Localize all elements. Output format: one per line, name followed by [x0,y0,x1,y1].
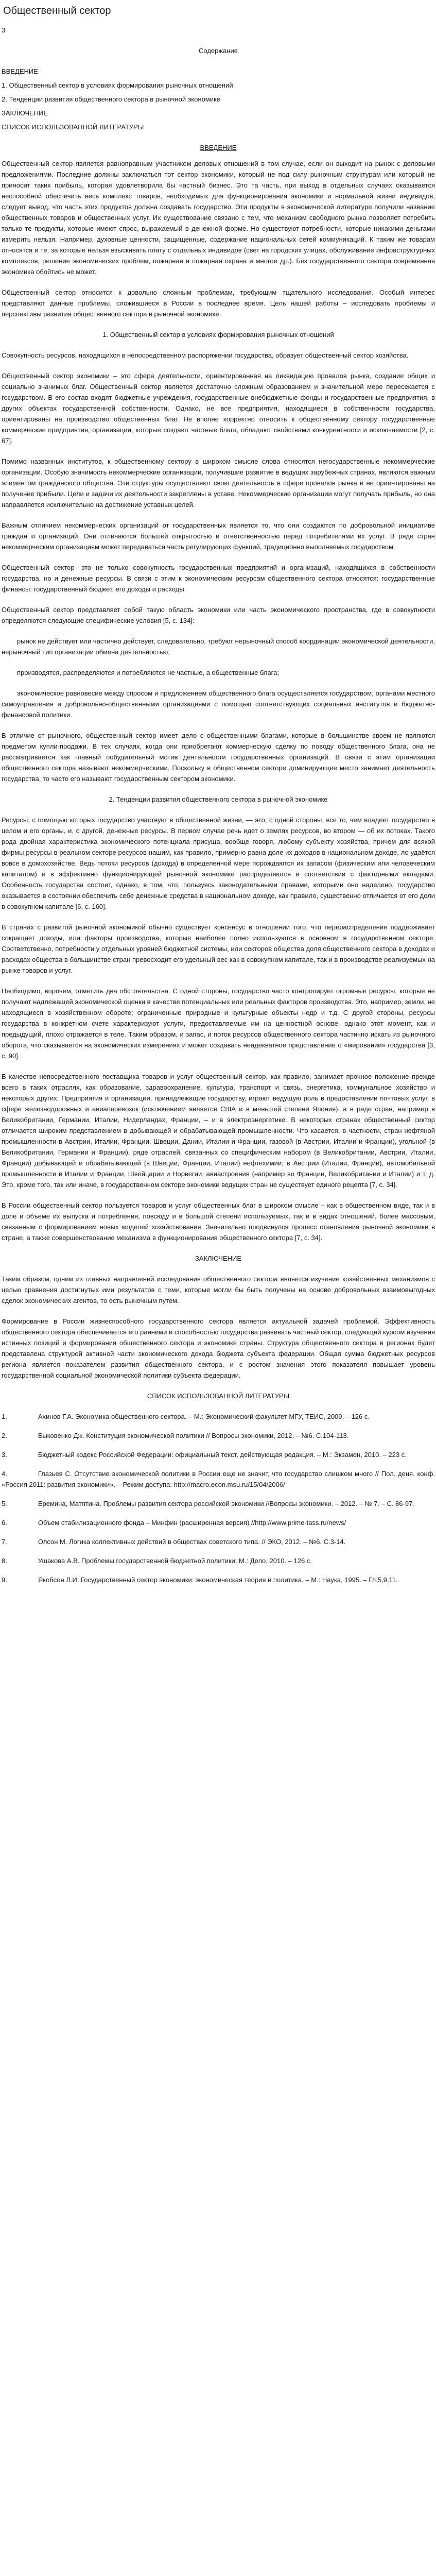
conclusion-paragraph: Формирование в России жизнеспособного государственного сектора является актуальной задачей проблемой. Эффективность общественного сектора обеспечивается его ранними и способностью государства развивать частный сектор, следующий курсом изучения истинных позиций и формирования общественного сектора и экономике страны. Структура общественного сектора в регионах будет представлена структурой активной части экономического дохода бюджета субъекта федерации. Общая сумма бюджетных ресурсов региона является показателем развития общественного сектора, и с ростом значения этого показателя повышает уровень государственной социальной экономической политики субъекта федерации. [2,1317,435,1379]
section1-paragraph: Общественный сектор представляет собой такую область экономики или часть экономического пространства, где в совокупности определяются следующие специфические условия [5, с. 134]: [2,606,435,624]
reference-number: 6. [2,1519,7,1527]
reference-item [2,1468,435,1490]
section2-paragraph: В странах с развитой рыночной экономикой обычно существует консенсус в отношении того, что перераспределение поддерживает сокращает доходы, или факторы производства, которые наиболее полно используются в основном в государственном секторе. Соответственно, потребности у отдельных уровней бюджетной системы, или секторов общества доля общественного сектора в доходах и расходах общества в большинстве стран превосходит его удельный вес как в совокупном капитале, так и в производстве реализуемых на рынке товаров и услуг. [2,923,435,974]
reference-number: 5. [2,1500,7,1507]
section1-paragraph: Общественный сектор экономики – это сфера деятельности, ориентированная на ликвидацию провалов рынка, создание общих и социально значимых благ. Общественный сектор является достаточно сложным образованием и значительной мере пересекается с государством. В его состав входят бюджетные учреждения, государственные внебюджетные фонды и государственные предприятия, в других объектах государственной собственности. Однако, не все предприятия, находящиеся в собственности государства, ориентированы на производство общественных благ. Не вполне корректно относить к общественному сектору государственные коммерческие предприятия, организации, которые создают частные блага, обладают свойствами конкурентности и исключаемости [2, с. 67]. [2,372,435,445]
reference-number: 3. [2,1451,7,1459]
reference-number: 4. [2,1470,7,1478]
reference-number: 7. [2,1538,7,1546]
section1-paragraph: Совокупность ресурсов, находящихся в непосредственном распоряжении государства, образует общественный сектор хозяйства. [2,351,409,359]
reference-text: Объем стабилизационного фонда – Минфин (расширенная версия) //http://www.prime-tass.ru/news/ [38,1519,346,1527]
reference-item [2,1411,435,1422]
section1-paragraph: Важным отличием некоммерческих организаций от государственных является то, что они создаются по добровольной инициативе граждан и организаций. Они отличаются большей открытостью и ответственностью перед потребителями их услуг. В ряде стран некоммерческим организациям может передаваться часть регулирующих функций, традиционно выполняемых государством. [2,521,435,551]
reference-item [2,1555,435,1566]
reference-number: 1. [2,1413,7,1420]
intro-paragraph: Общественный сектор относится к довольно сложным проблемам, требующим тщательного исследования. Особый интерес представляют данные проблемы, сложившиеся в России в последнее время. Цель нашей работы – исследовать проблемы и перспективы развития общественного сектора в рыночной экономике. [2,289,435,318]
reference-number: 9. [2,1576,7,1584]
section1-heading: 1. Общественный сектор в условиях формирования рыночных отношений [102,331,334,338]
references-heading: СПИСОК ИСПОЛЬЗОВАННОЙ ЛИТЕРАТУРЫ [147,1392,290,1400]
reference-item [2,1517,435,1528]
page-number: 3 [2,26,6,34]
section2-heading: 2. Тенденции развития общественного сектора в рыночной экономике [109,795,328,803]
section1-paragraph: Помимо названных институтов, к общественному сектору в широком смысле слова относятся негосударственные некоммерческие организации. Особую значимость некоммерческие организации, получившие развитие в ведущих зарубежных странах, являются важным элементом гражданского общества. Эти структуры осуществляют свою деятельность в сфере провалов рынка и не ориентированы на получение прибыли. Цели и задачи их деятельности закреплены в уставе. Некоммерческие организации могут получать прибыль, но она направляется исключительно на достижение уставных целей. [2,457,435,509]
section1-paragraph: В отличие от рыночного, общественный сектор имеет дело с общественными благами, которые в большинстве своем не являются предметом купли-продажи. В тех случаях, когда они приобретают коммерческую сделку по поводу общественного блага, она не рассматривается как главный побудительный мотив деятельности государственных организаций. В связи с этим организации общественного сектора называют некоммерческими. Поскольку в общественном секторе доминирующее место занимает деятельность государства, то часто его называют государственным сектором экономики. [2,732,435,783]
intro-heading: ВВЕДЕНИЕ [200,144,237,151]
reference-item [2,1449,435,1460]
table-of-contents [2,66,435,132]
reference-text: Глазьев С. Отсутствие экономической политики в России еще не значит, что государство слишком много // Пол. деня. конф. «Россия 2011: развития экономики». – Режим доступа: http://macro.econ.msu.ru/15/04/2006/ [2,1470,435,1488]
toc-item: 1. Общественный сектор в условиях формирования рыночных отношений [2,81,233,89]
reference-text: Ахинов Г.А. Экономика общественного сектора. – М.: Экономический факультет МГУ, ТЕИС, 2009. – 126 с. [38,1413,370,1420]
reference-text: Якобсон Л.И. Государственный сектор экономики: экономическая теория и политика. – М.: Наука, 1995. – Гл.5,9,11. [38,1576,398,1584]
conclusion-heading: ЗАКЛЮЧЕНИЕ [195,1255,242,1262]
section1-paragraph: Общественный сектор- это не только совокупность государственных предприятий и организаций, находящихся в собственности государства, но и денежные ресурсы. В связи с этим к экономическим ресурсам общественного сектора относятся: государственные финансы: государственный бюджет, его доходы и расходы. [2,564,435,593]
reference-item [2,1574,435,1585]
toc-item: ЗАКЛЮЧЕНИЕ [2,109,48,117]
reference-item [2,1498,435,1509]
page-title: Общественный сектор [3,5,111,16]
section1-list-item: рынок не действует или частично действует, следовательно, требуют нерыночный способ координации экономической деятельности, нерыночный тип организации обмена деятельностью; [2,637,435,656]
toc-item: 2. Тенденции развития общественного сектора в рыночной экономике [2,95,221,103]
references-list [2,1411,435,1585]
reference-text: Олсон М. Логика коллективных действий в обществах советского типа. // ЭКО, 2012. – №6. С.3-14. [38,1538,346,1546]
reference-text: Еремина, Матятина. Проблемы развития сектора российской экономики //Вопросы экономики. – 2012. – № 7. – С. 86-97. [38,1500,414,1507]
reference-text: Быковенко Дж. Конституция экономической политики // Вопросы экономики, 2012. – №6. С.104-113. [38,1432,349,1439]
reference-text: Ушакова А.В. Проблемы государственной бюджетной политики: М.: Дело, 2010. – 126 с. [38,1557,312,1565]
reference-number: 2. [2,1432,7,1439]
reference-text: Бюджетный кодекс Российской Федерации: официальный текст, действующая редакция. – М.: Экзамен, 2010. – 223 с. [38,1451,407,1459]
reference-item [2,1430,435,1441]
section2-paragraph: В качестве непосредственного поставщика товаров и услуг общественный сектор, как правило, занимает прочное положение прежде всего в таких отраслях, как образование, здравоохранение, культура, транспорт и связь, энергетика, коммунальное хозяйство и некоторых других. Предприятия и организации, принадлежащие государству, играют ведущую роль в предоставлении почтовых услуг, в сфере железнодорожных и авиаперевозок (исключением является США и в меньшей степени Япония), а в ряде стран, например в Великобритании, Германии, Италии, Нидерландах, Франции, – и в электроэнергетике. В некоторых странах общественный сектор отличается широким представлением в добывающей и обрабатывающей промышленности. Что касается, в частности, стран нефтяной промышленности в Австрии, Италии, Франции, Швеции, Дании, Италии и Франции, газовой (в Австрии, Италии и Франции), угольной (в Великобритании, Германии и Франции), ряде отраслей, связанных со специфическим набором (в Великобритании, Австрии, Италии, Франции) добывающей и обрабатывающей (в Швеции, Франции, Италии) нефтехимии; в Австрии (Италии, Франции), автомобильной промышленности в Италии и Франции, Швейцарии и Норвегии; авиастроения (например во Франции, Великобритании и Италии) и т. д. Это, кроме того, так или иначе, в государственном секторе экономики ведущих стран не существует единого рецепта [7, с. 34]. [2,1073,435,1189]
conclusion-paragraph: Таким образом, одним из главных направлений исследования общественного сектора является изучение хозяйственных механизмов с целью сравнения достигнутых ими результатов с теми, которые могли бы быть получены на основе добровольных взаимовыгодных сделок экономических агентов, то есть рыночным путем. [2,1275,435,1304]
reference-item [2,1536,435,1547]
section2-paragraph: Необходимо, впрочем, отметить два обстоятельства. С одной стороны, государство часто контролирует огромные ресурсы, которые не получают надлежащей экономической оценки в качестве потенциальных или реальных факторов производства. Это, например, земли, не находящиеся в хозяйственном обороте; ограниченные природные и культурные объекты недр и т.д. С другой стороны, ресурсы государства в конкретном счете характеризуют услуги, предоставляемые им на ценностной основе, однако этот момент, как и предыдущий, плохо отражается в теле. Таким образом, и запас, и поток ресурсов общественного сектора частично искать из рыночного оборота, что сказывается на экономических измерениях и может создавать неадекватное представление о «мировании» государства [3, с. 90]. [2,987,435,1060]
toc-item: ВВЕДЕНИЕ [2,67,38,75]
section1-list-item: экономическое равновесие между спросом и предложением общественного блага осуществляется государством, органами местного самоуправления и добровольно-общественными организациями с помощью соответствующих социальных институтов и бюджетно-финансовой политики. [2,689,435,719]
section2-paragraph: Ресурсы, с помощью которых государство участвует в общественной жизни, — это, с одной стороны, все то, чем владеет государство в целом и его органы, и, с другой, денежные ресурсы. В первом случае речь идет о землях ресурсов, во втором — об их потоках. Такого рода двойная характеристика экономического потенциала присуща, вообще говоря, любому субъекту хозяйства, причем для всякой фирмы ресурсы в реальном секторе ресурсов нашим, как правило, примерно равна доле их доходов в национальном доходе, ло удаётся вовсе в домохозяйстве. Ведь потоки ресурсов (дохода) в определенной мере порождаются их запасом (физическим или человеческим капиталом) и в эффективно функционирующей рыночной экономике распределяются в соответствии с факторными вкладами. Особенность государства состоит, однако, в том, что, пользуясь законодательными правами, которыми оно наделено, государство оказывается в состоянии обеспечить себе денежные средства в национальном доходе, как правило, существенно отличается от его доли в совокупном капитале [6, с. 160]. [2,816,435,910]
section2-paragraph: В России общественный сектор пользуется товаров и услуг общественных благ в широком смысле – как в общественном виде, так и в доле и объеме их выпуска и потребления, повсюду и в большой степени используемых, так и в видах отношений, более массовым, связанным с формированием новых моделей хозяйствования. Значительно продвинулся процесс становления рыночной экономики в стране, а также совершенствование механизма в функционирования общественного сектора [7, с. 34]. [2,1201,435,1242]
reference-number: 8. [2,1557,7,1565]
section1-list-item: производятся, распределяются и потребляются не частные, а общественные блага; [17,669,279,676]
toc-heading: Содержание [199,47,238,55]
toc-item: СПИСОК ИСПОЛЬЗОВАННОЙ ЛИТЕРАТУРЫ [2,123,144,131]
intro-paragraph: Общественный сектор является равноправным участником деловых отношений в том случае, если он выходит на рынок с деловыми предложениями. Последние должны заключаться тот сектор экономики, который не под силу рыночным структурам или который не приносит таких прибыль, которая удовлетворила бы частный бизнес. Это та часть, при выход в отдельных случаях оказывается неспособной обеспечить весь комплекс товаров, необходимых для функционирования экономики и нормальной жизни индивидов, следует вывод, что часть этих продуктов должна создавать государство. Эти продукты в экономической литературе получили название общественных товаров и общественных услуг. Их существование связано с тем, что механизм свободного рынка позволяет потребить только те продукты, которые имеют спрос, выражаемый в денежной форме. Но существуют потребности, которые никакими деньгами измерить нельзя. Например, духовные ценности, защищенные, содержание национальных сетей коммуникаций. К таким же товарам относятся и те, за которые нельзя взыскивать плату с отдельных индивидов (свет на городских улицах, обслуживание инфраструктурных комплексов, решение экономических проблем, пожарная и пожарная охрана и многое др.). Без государственного сектора современная экономика обойтись не может. [2,160,435,276]
